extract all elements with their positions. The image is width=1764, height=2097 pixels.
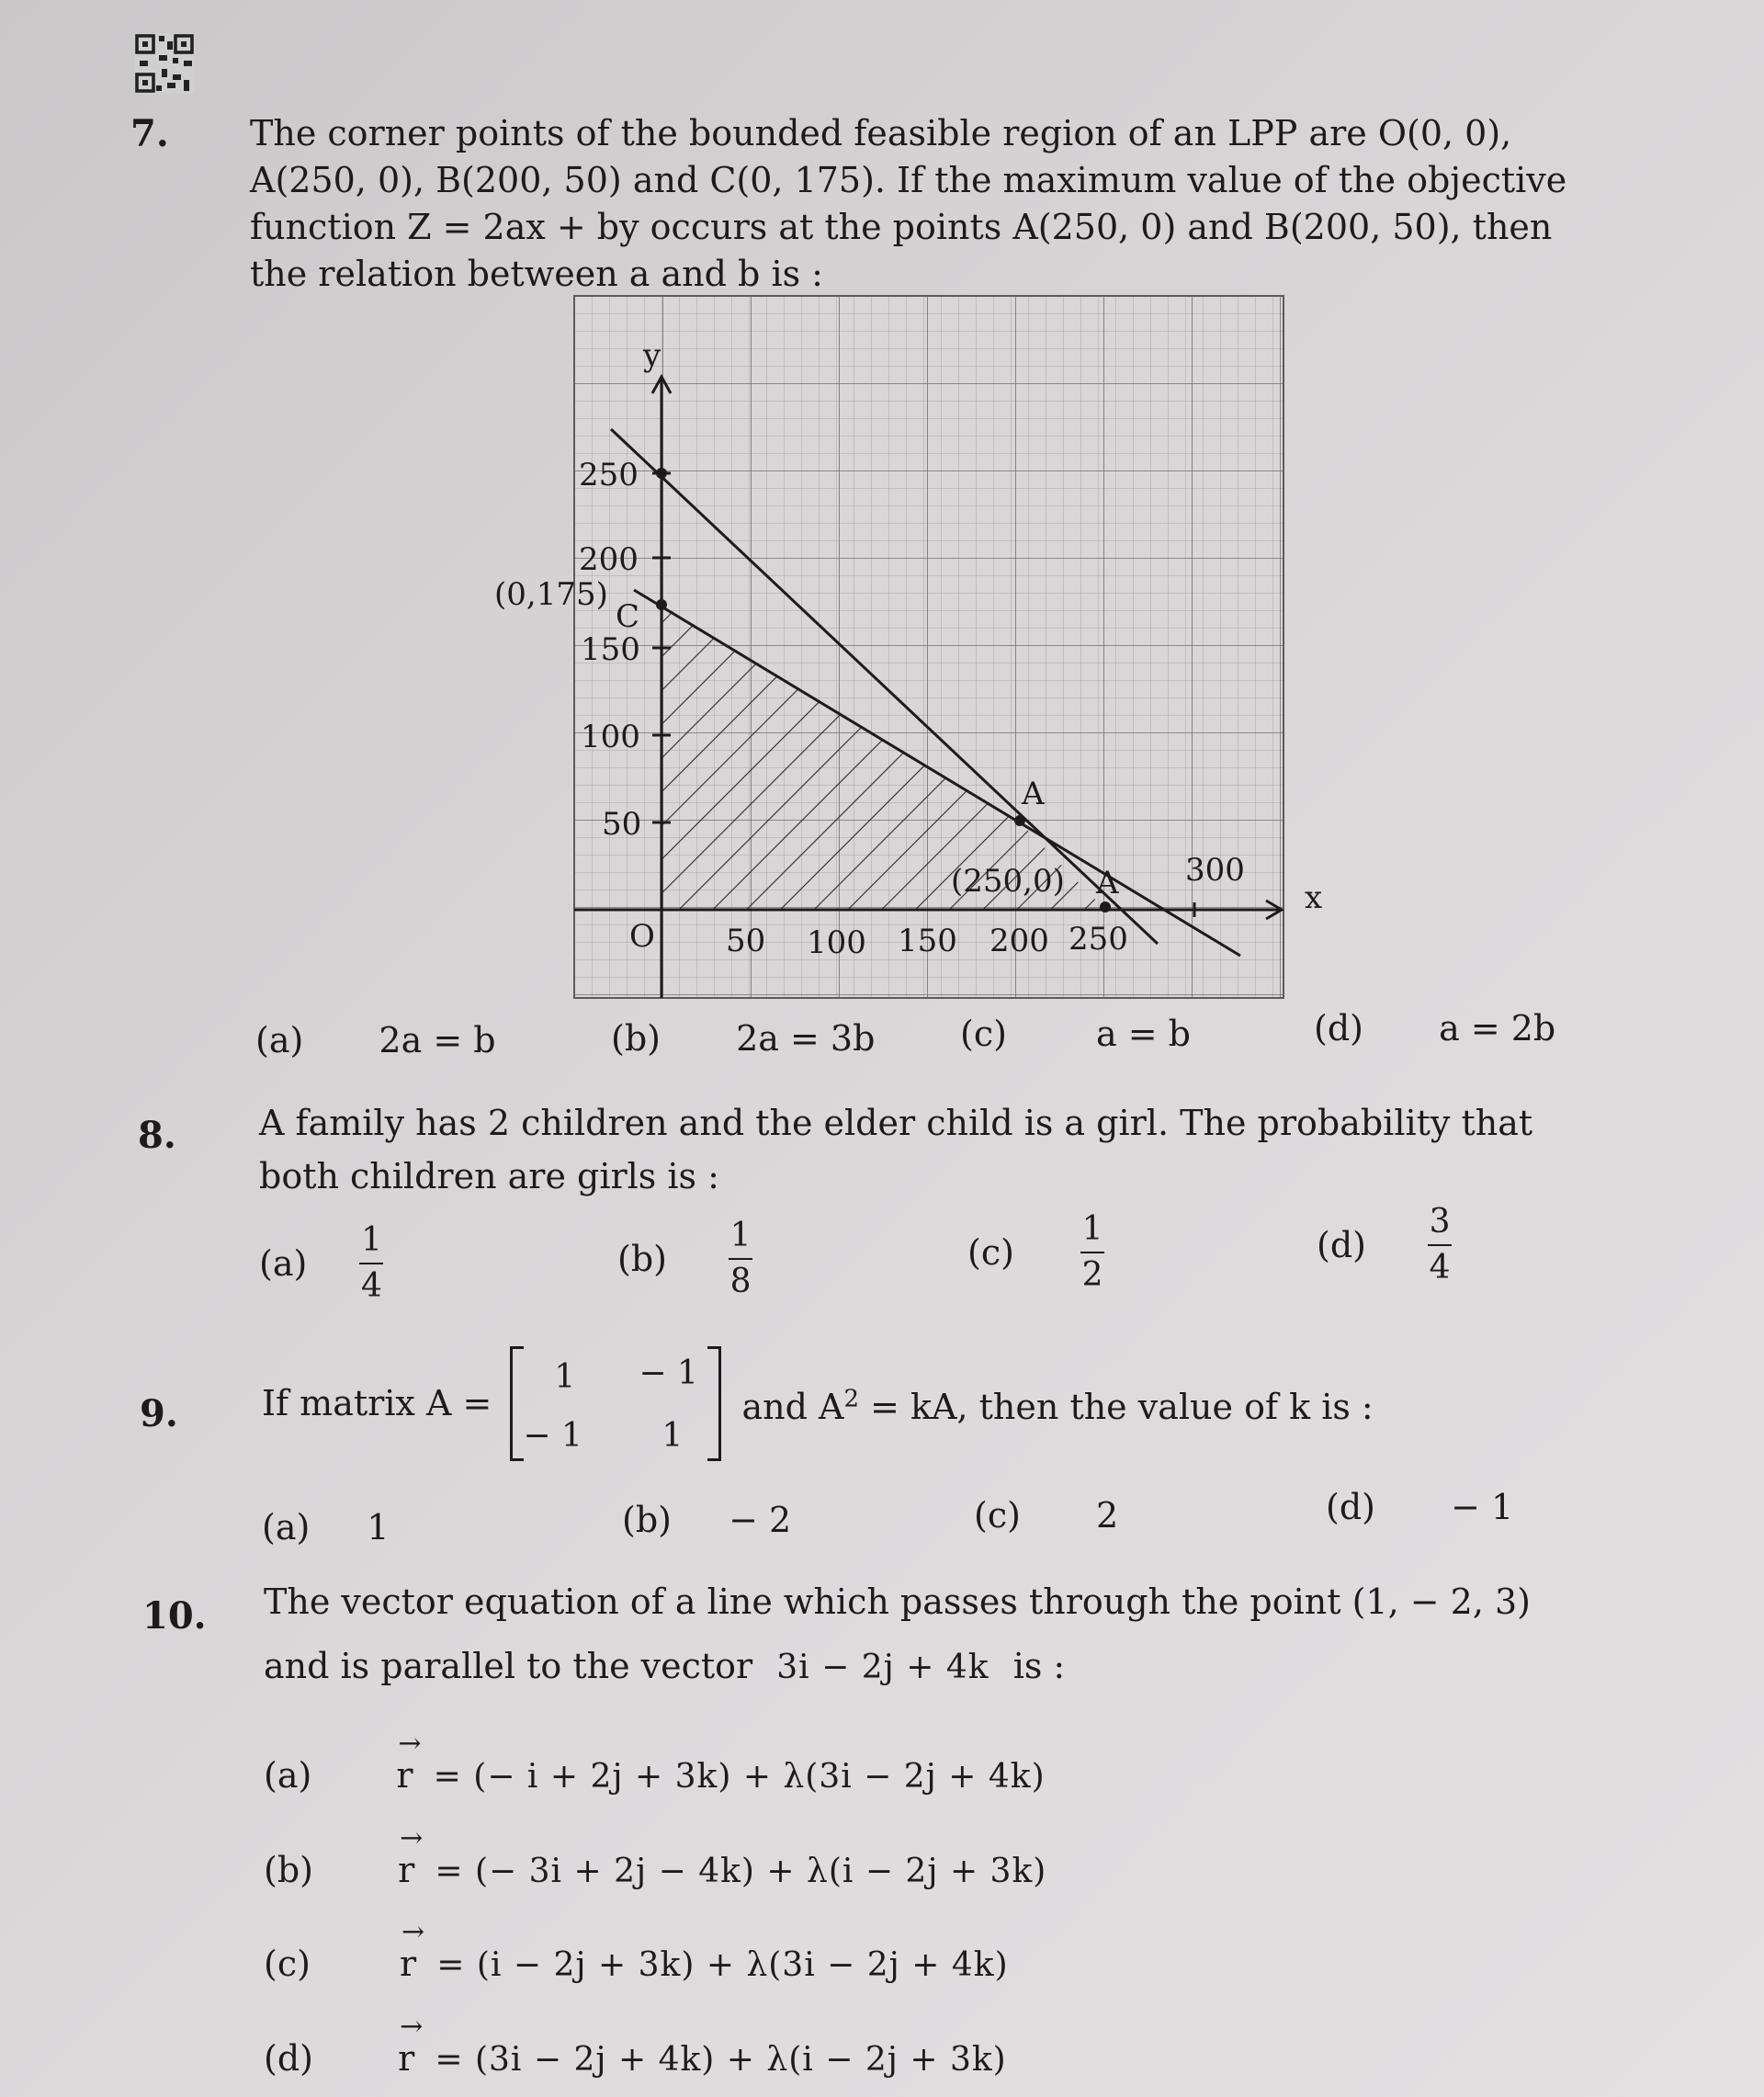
- question-9-prefix: If matrix A =: [262, 1383, 492, 1423]
- denominator: 4: [1429, 1248, 1451, 1287]
- matrix-cell-1-2: − 1: [639, 1355, 698, 1392]
- option-value: 2a = b: [379, 1020, 496, 1060]
- option-equation: = (− i + 2j + 3k) + λ(3i − 2j + 4k): [433, 1758, 1046, 1796]
- numerator: 3: [1429, 1203, 1451, 1241]
- option-value: 1: [367, 1507, 390, 1547]
- vector-arrow-icon: →: [401, 1916, 425, 1948]
- point-a: [1100, 901, 1111, 912]
- option-label: (a): [264, 1755, 312, 1796]
- fraction: [1080, 1211, 1104, 1293]
- x-tick-150: 150: [898, 923, 957, 959]
- matrix-a: [510, 1346, 721, 1461]
- y-axis-label: y: [643, 337, 662, 374]
- y-tick-250: 250: [579, 457, 639, 493]
- x-tick-300: 300: [1185, 852, 1245, 889]
- question-9-option-d[interactable]: [1326, 1487, 1513, 1527]
- x-tick-100: 100: [807, 924, 866, 961]
- point-a-coordinates: (250,0): [951, 863, 1065, 900]
- y-tick-150: 150: [581, 631, 640, 668]
- option-label: (c): [967, 1231, 1014, 1273]
- matrix-cell-2-2: 1: [662, 1417, 684, 1455]
- option-equation: = (− 3i + 2j − 4k) + λ(i − 2j + 3k): [435, 1853, 1047, 1890]
- option-value: 2a = 3b: [736, 1018, 876, 1059]
- question-9-suffix: [742, 1387, 1374, 1427]
- question-8-option-a[interactable]: [259, 1222, 383, 1304]
- denominator: 4: [360, 1266, 382, 1305]
- option-label: (d): [1326, 1487, 1375, 1527]
- question-7-option-a[interactable]: [255, 1020, 496, 1060]
- option-value: 2: [1096, 1495, 1119, 1536]
- option-label: (c): [960, 1014, 1007, 1054]
- vector-arrow-icon: →: [400, 2011, 424, 2043]
- right-bracket: [707, 1346, 721, 1461]
- question-8-option-d[interactable]: [1317, 1204, 1452, 1286]
- question-9-option-a[interactable]: [262, 1507, 390, 1547]
- question-7-line-2: A(250, 0), B(200, 50) and C(0, 175). If the maximum value of the objective: [250, 160, 1567, 200]
- a-squared-base: and A: [741, 1387, 844, 1428]
- option-label: (b): [264, 1850, 313, 1890]
- question-10-line-2-tail: is :: [1012, 1646, 1066, 1686]
- option-value: − 2: [729, 1500, 792, 1540]
- numerator: 1: [1081, 1210, 1103, 1248]
- question-10-option-d[interactable]: [264, 2011, 1007, 2079]
- option-value: a = b: [1096, 1014, 1192, 1054]
- question-9-text: [262, 1346, 1374, 1461]
- option-label: (a): [255, 1020, 304, 1060]
- vector-arrow-icon: →: [398, 1728, 422, 1760]
- y-tick-50: 50: [602, 806, 642, 843]
- option-value: a = 2b: [1439, 1008, 1556, 1048]
- option-equation: = (i − 2j + 3k) + λ(3i − 2j + 4k): [436, 1946, 1009, 1984]
- option-label: (c): [974, 1495, 1021, 1536]
- question-10-line-1: The vector equation of a line which passes through the point (1, − 2, 3): [264, 1581, 1532, 1622]
- question-7-line-1: The corner points of the bounded feasible region of an LPP are O(0, 0),: [250, 113, 1512, 153]
- question-8-line-1: A family has 2 children and the elder child is a girl. The probability that: [259, 1103, 1533, 1143]
- question-10-line-2-text: and is parallel to the vector: [264, 1646, 753, 1686]
- option-label: (b): [611, 1018, 661, 1059]
- question-10-option-c[interactable]: [264, 1916, 1009, 1984]
- matrix-cell-1-1: 1: [554, 1358, 576, 1396]
- numerator: 1: [360, 1221, 382, 1259]
- point-y-250: [656, 468, 667, 479]
- question-10-option-a[interactable]: [264, 1728, 1046, 1796]
- fraction: [359, 1222, 383, 1304]
- vector-r: → r: [398, 2011, 424, 2079]
- point-c-coordinates: (0,175): [494, 576, 608, 613]
- superscript: 2: [843, 1385, 860, 1413]
- option-label: (a): [262, 1507, 311, 1547]
- option-label: (d): [1314, 1008, 1363, 1048]
- vector-arrow-icon: →: [400, 1822, 424, 1854]
- option-label: (a): [259, 1242, 308, 1284]
- option-label: (b): [622, 1500, 672, 1540]
- direction-vector: 3i − 2j + 4k: [776, 1649, 989, 1686]
- option-label: (d): [1317, 1224, 1366, 1265]
- fraction-bar: [1080, 1252, 1104, 1253]
- option-label: (b): [617, 1238, 667, 1279]
- x-axis-label: x: [1305, 879, 1323, 916]
- point-c-label: C: [616, 598, 640, 635]
- denominator: 2: [1081, 1255, 1103, 1294]
- x-tick-250: 250: [1069, 921, 1128, 958]
- x-tick-200: 200: [989, 923, 1049, 959]
- fraction-bar: [729, 1258, 752, 1260]
- numerator: 1: [729, 1217, 752, 1254]
- question-8-text: [259, 1096, 1619, 1203]
- question-7-line-4: the relation between a and b is :: [250, 254, 823, 294]
- question-9-option-c[interactable]: [974, 1495, 1118, 1536]
- matrix-cell-2-1: − 1: [523, 1417, 582, 1455]
- question-7-option-d[interactable]: [1314, 1008, 1555, 1048]
- fraction-bar: [1428, 1244, 1452, 1246]
- question-9-option-b[interactable]: [622, 1500, 791, 1540]
- question-7-line-3: function Z = 2ax + by occurs at the points A(250, 0) and B(200, 50), then: [250, 207, 1553, 247]
- point-c: [656, 599, 667, 610]
- fraction: [729, 1218, 752, 1299]
- fraction-bar: [359, 1263, 383, 1264]
- question-10-option-b[interactable]: [264, 1822, 1047, 1890]
- question-10-text: [264, 1570, 1623, 1700]
- vector-r: → r: [400, 1916, 425, 1984]
- vector-r: → r: [396, 1728, 422, 1796]
- question-7-option-b[interactable]: [611, 1018, 875, 1059]
- x-tick-50: 50: [726, 923, 766, 959]
- question-9-number: 9.: [140, 1392, 178, 1435]
- y-tick-200: 200: [579, 541, 639, 578]
- option-label: (c): [264, 1944, 311, 1984]
- question-8-option-b[interactable]: [617, 1218, 752, 1299]
- left-bracket: [510, 1346, 524, 1461]
- y-tick-100: 100: [581, 719, 640, 755]
- option-label: (d): [264, 2038, 313, 2079]
- question-8-option-c[interactable]: [967, 1211, 1104, 1293]
- fraction: [1428, 1204, 1452, 1286]
- point-a-label: A: [1096, 865, 1119, 901]
- denominator: 8: [729, 1262, 752, 1300]
- question-9-tail: = kA, then the value of k is :: [859, 1387, 1374, 1428]
- point-b: [1014, 815, 1025, 826]
- question-7-option-c[interactable]: [960, 1014, 1191, 1054]
- question-10-number: 10.: [142, 1594, 207, 1638]
- point-b-label: A: [1022, 776, 1045, 812]
- origin-label: O: [629, 918, 655, 955]
- question-8-line-2: both children are girls is :: [259, 1156, 719, 1196]
- option-value: − 1: [1451, 1487, 1514, 1527]
- option-equation: = (3i − 2j + 4k) + λ(i − 2j + 3k): [435, 2041, 1007, 2079]
- question-7-number: 7.: [130, 112, 169, 155]
- question-8-number: 8.: [138, 1114, 176, 1157]
- vector-r: → r: [398, 1822, 424, 1890]
- question-10-line-2: [264, 1634, 1623, 1700]
